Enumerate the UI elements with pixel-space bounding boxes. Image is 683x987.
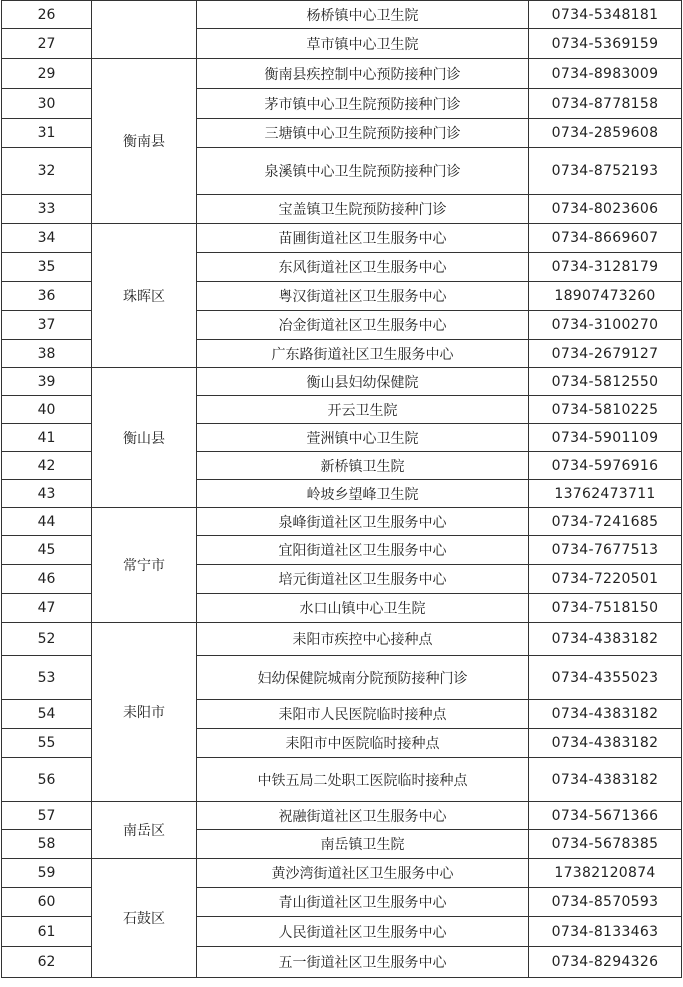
- row-number: 54: [2, 700, 92, 729]
- table-row: [2, 859, 682, 888]
- row-number: 62: [2, 947, 92, 978]
- row-number: 43: [2, 480, 92, 508]
- site-name: 粤汉街道社区卫生服务中心: [197, 282, 529, 311]
- row-number: 27: [2, 29, 92, 59]
- site-name: 宝盖镇卫生院预防接种门诊: [197, 195, 529, 224]
- table-row: [2, 368, 682, 396]
- row-number: 39: [2, 368, 92, 396]
- district-cell: 耒阳市: [92, 623, 197, 802]
- row-number: 52: [2, 623, 92, 656]
- row-number: 29: [2, 59, 92, 89]
- phone-number: 0734-5810225: [529, 396, 682, 424]
- site-name: 萱洲镇中心卫生院: [197, 424, 529, 452]
- site-name: 水口山镇中心卫生院: [197, 594, 529, 623]
- vaccination-sites-table: [1, 0, 682, 978]
- site-name: 耒阳市中医院临时接种点: [197, 729, 529, 758]
- phone-number: 0734-4383182: [529, 623, 682, 656]
- phone-number: 0734-3100270: [529, 311, 682, 340]
- site-name: 茅市镇中心卫生院预防接种门诊: [197, 89, 529, 119]
- row-number: 61: [2, 917, 92, 947]
- phone-number: 0734-7241685: [529, 508, 682, 536]
- site-name: 苗圃街道社区卫生服务中心: [197, 224, 529, 253]
- site-name: 开云卫生院: [197, 396, 529, 424]
- phone-number: 0734-4383182: [529, 729, 682, 758]
- phone-number: 0734-8983009: [529, 59, 682, 89]
- table-row: [2, 623, 682, 656]
- row-number: 31: [2, 119, 92, 148]
- row-number: 47: [2, 594, 92, 623]
- table-row: [2, 59, 682, 89]
- district-cell: 衡南县: [92, 59, 197, 224]
- table-body: [2, 1, 682, 978]
- row-number: 34: [2, 224, 92, 253]
- phone-number: 0734-5348181: [529, 1, 682, 29]
- site-name: 新桥镇卫生院: [197, 452, 529, 480]
- site-name: 人民街道社区卫生服务中心: [197, 917, 529, 947]
- phone-number: 0734-8752193: [529, 148, 682, 195]
- row-number: 55: [2, 729, 92, 758]
- site-name: 耒阳市疾控中心接种点: [197, 623, 529, 656]
- phone-number: 0734-7220501: [529, 565, 682, 594]
- phone-number: 0734-8023606: [529, 195, 682, 224]
- phone-number: 0734-8570593: [529, 888, 682, 917]
- phone-number: 0734-5678385: [529, 830, 682, 859]
- site-name: 岭坡乡望峰卫生院: [197, 480, 529, 508]
- row-number: 32: [2, 148, 92, 195]
- phone-number: 17382120874: [529, 859, 682, 888]
- phone-number: 0734-4355023: [529, 656, 682, 700]
- site-name: 东风街道社区卫生服务中心: [197, 253, 529, 282]
- row-number: 33: [2, 195, 92, 224]
- phone-number: 0734-3128179: [529, 253, 682, 282]
- table-row: [2, 802, 682, 830]
- phone-number: 0734-4383182: [529, 758, 682, 802]
- site-name: 五一街道社区卫生服务中心: [197, 947, 529, 978]
- site-name: 祝融街道社区卫生服务中心: [197, 802, 529, 830]
- phone-number: 0734-7677513: [529, 536, 682, 565]
- district-cell: 南岳区: [92, 802, 197, 859]
- site-name: 培元街道社区卫生服务中心: [197, 565, 529, 594]
- phone-number: 0734-8778158: [529, 89, 682, 119]
- phone-number: 0734-2859608: [529, 119, 682, 148]
- phone-number: 0734-5369159: [529, 29, 682, 59]
- district-cell: 衡山县: [92, 368, 197, 508]
- site-name: 冶金街道社区卫生服务中心: [197, 311, 529, 340]
- phone-number: 0734-5812550: [529, 368, 682, 396]
- site-name: 黄沙湾街道社区卫生服务中心: [197, 859, 529, 888]
- phone-number: 0734-8294326: [529, 947, 682, 978]
- phone-number: 0734-5671366: [529, 802, 682, 830]
- row-number: 30: [2, 89, 92, 119]
- phone-number: 0734-5976916: [529, 452, 682, 480]
- phone-number: 0734-5901109: [529, 424, 682, 452]
- row-number: 26: [2, 1, 92, 29]
- row-number: 36: [2, 282, 92, 311]
- site-name: 宜阳街道社区卫生服务中心: [197, 536, 529, 565]
- site-name: 泉溪镇中心卫生院预防接种门诊: [197, 148, 529, 195]
- district-cell: 珠晖区: [92, 224, 197, 368]
- row-number: 38: [2, 340, 92, 368]
- row-number: 53: [2, 656, 92, 700]
- phone-number: 0734-7518150: [529, 594, 682, 623]
- table-row: [2, 224, 682, 253]
- row-number: 60: [2, 888, 92, 917]
- row-number: 57: [2, 802, 92, 830]
- row-number: 40: [2, 396, 92, 424]
- site-name: 青山街道社区卫生服务中心: [197, 888, 529, 917]
- phone-number: 0734-8133463: [529, 917, 682, 947]
- phone-number: 0734-4383182: [529, 700, 682, 729]
- phone-number: 18907473260: [529, 282, 682, 311]
- row-number: 35: [2, 253, 92, 282]
- row-number: 42: [2, 452, 92, 480]
- site-name: 广东路街道社区卫生服务中心: [197, 340, 529, 368]
- site-name: 妇幼保健院城南分院预防接种门诊: [197, 656, 529, 700]
- row-number: 44: [2, 508, 92, 536]
- site-name: 衡南县疾控制中心预防接种门诊: [197, 59, 529, 89]
- row-number: 45: [2, 536, 92, 565]
- phone-number: 0734-8669607: [529, 224, 682, 253]
- row-number: 41: [2, 424, 92, 452]
- site-name: 中铁五局二处职工医院临时接种点: [197, 758, 529, 802]
- district-cell: 常宁市: [92, 508, 197, 623]
- row-number: 59: [2, 859, 92, 888]
- site-name: 杨桥镇中心卫生院: [197, 1, 529, 29]
- district-cell: [92, 1, 197, 59]
- site-name: 三塘镇中心卫生院预防接种门诊: [197, 119, 529, 148]
- site-name: 衡山县妇幼保健院: [197, 368, 529, 396]
- phone-number: 13762473711: [529, 480, 682, 508]
- site-name: 泉峰街道社区卫生服务中心: [197, 508, 529, 536]
- table-row: [2, 508, 682, 536]
- district-cell: 石鼓区: [92, 859, 197, 978]
- row-number: 37: [2, 311, 92, 340]
- site-name: 草市镇中心卫生院: [197, 29, 529, 59]
- row-number: 46: [2, 565, 92, 594]
- site-name: 耒阳市人民医院临时接种点: [197, 700, 529, 729]
- row-number: 56: [2, 758, 92, 802]
- table-row: [2, 1, 682, 29]
- site-name: 南岳镇卫生院: [197, 830, 529, 859]
- row-number: 58: [2, 830, 92, 859]
- phone-number: 0734-2679127: [529, 340, 682, 368]
